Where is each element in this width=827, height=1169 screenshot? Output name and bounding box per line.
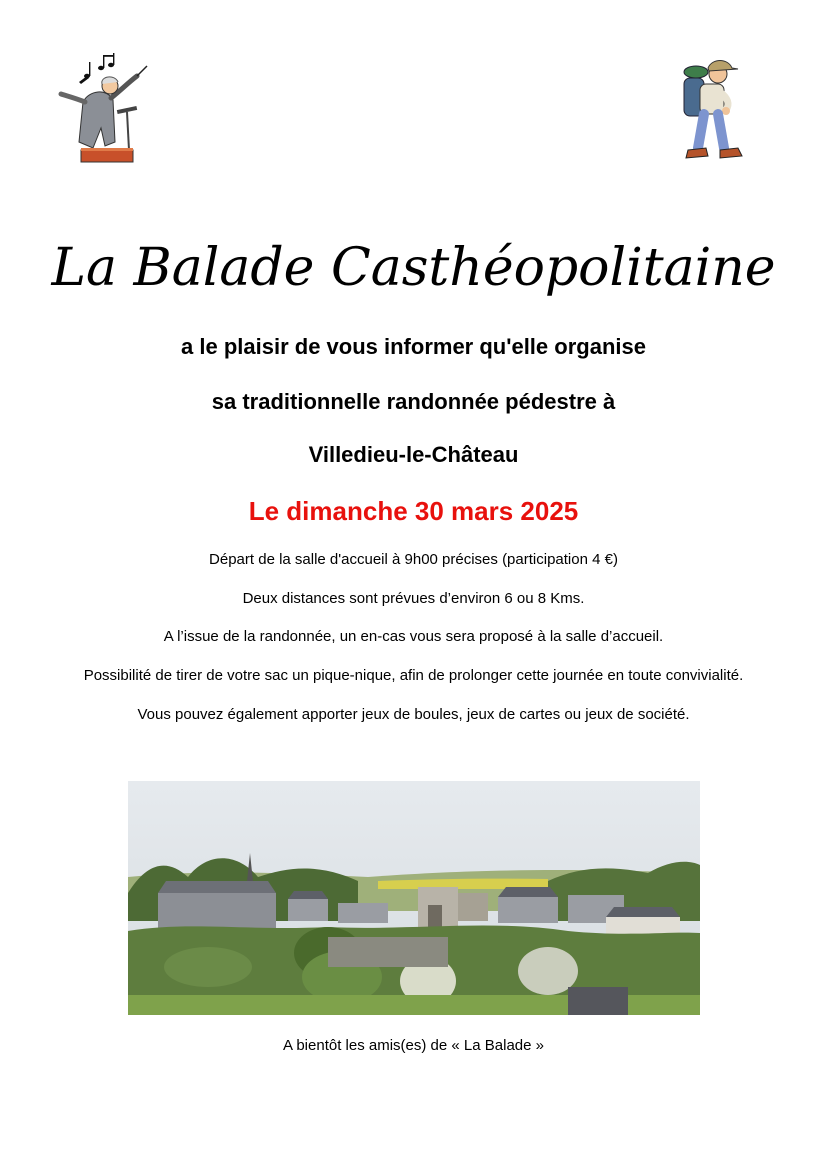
location-line: Villedieu-le-Château xyxy=(308,442,519,467)
intro-line: sa traditionnelle randonnée pédestre à xyxy=(211,389,616,414)
intro-line: a le plaisir de vous informer qu'elle organise xyxy=(181,334,646,359)
detail-line: Départ de la salle d'accueil à 9h00 précises (participation 4 €) xyxy=(209,551,618,568)
village-photo xyxy=(128,781,700,1015)
conductor-clipart-icon xyxy=(55,50,155,170)
signature-line: A bientôt les amis(es) de « La Balade » xyxy=(283,1037,544,1054)
detail-line: Vous pouvez également apporter jeux de boules, jeux de cartes ou jeux de société. xyxy=(137,706,690,723)
detail-line: Deux distances sont prévues d’environ 6 ou 8 Kms. xyxy=(242,590,585,607)
detail-line: Possibilité de tirer de votre sac un pique-nique, afin de prolonger cette journée en toute convivialité. xyxy=(83,667,744,684)
event-date: Le dimanche 30 mars 2025 xyxy=(248,496,579,526)
hiker-clipart-icon xyxy=(676,52,752,168)
detail-line: A l’issue de la randonnée, un en-cas vous sera proposé à la salle d’accueil. xyxy=(163,628,664,645)
page-title: La Balade Casthéopolitaine xyxy=(51,238,776,298)
